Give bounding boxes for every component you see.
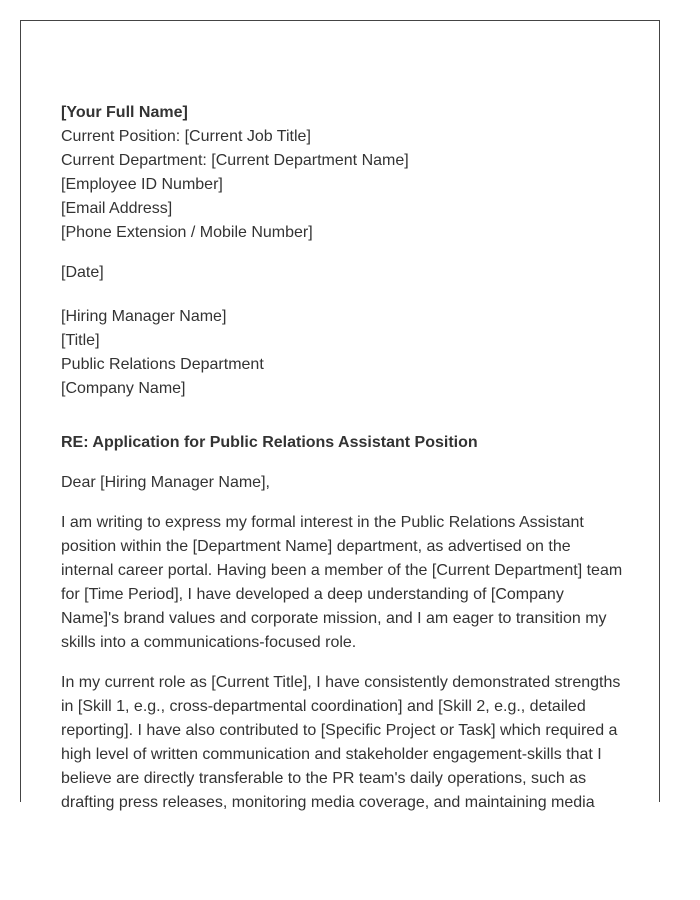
sender-phone: [Phone Extension / Mobile Number] <box>61 224 313 241</box>
recipient-name: [Hiring Manager Name] <box>61 308 227 325</box>
sender-position: Current Position: [Current Job Title] <box>61 128 311 145</box>
recipient-block <box>61 305 626 401</box>
recipient-company: [Company Name] <box>61 380 186 397</box>
salutation-block <box>61 471 626 495</box>
letter-page <box>20 20 660 811</box>
salutation: Dear [Hiring Manager Name], <box>61 474 270 491</box>
subject-block <box>61 431 626 455</box>
body-paragraph-1: I am writing to express my formal interest in the Public Relations Assistant position within the [Department Name] department, as advertised on the internal career portal. Having been a member of the [Current Department] team for [Time Period], I have developed a deep understanding of [Company Name]'s brand values and corporate mission, and I am eager to transition my skills into a communications-focused role. <box>61 514 623 651</box>
recipient-department: Public Relations Department <box>61 356 264 373</box>
body-paragraph-2: In my current role as [Current Title], I have consistently demonstrated strengths in [Skill 1, e.g., cross-departmental coordination] and [Skill 2, e.g., detailed reporting]. I have also contributed to [Specific Project or Task] which required a high level of written communication and stakeholder engagement-skills that I believe are directly transferable to the PR team's daily operations, such as drafting press releases, monitoring media coverage, and maintaining media <box>61 674 621 811</box>
sender-name: [Your Full Name] <box>61 104 188 121</box>
recipient-title: [Title] <box>61 332 100 349</box>
sender-email: [Email Address] <box>61 200 173 217</box>
letter-date: [Date] <box>61 264 104 281</box>
subject-line: RE: Application for Public Relations Assistant Position <box>61 434 478 451</box>
sender-department: Current Department: [Current Department Name] <box>61 152 409 169</box>
sender-block <box>61 101 626 245</box>
date-block <box>61 261 626 285</box>
sender-employee-id: [Employee ID Number] <box>61 176 223 193</box>
letter-content <box>61 101 626 815</box>
